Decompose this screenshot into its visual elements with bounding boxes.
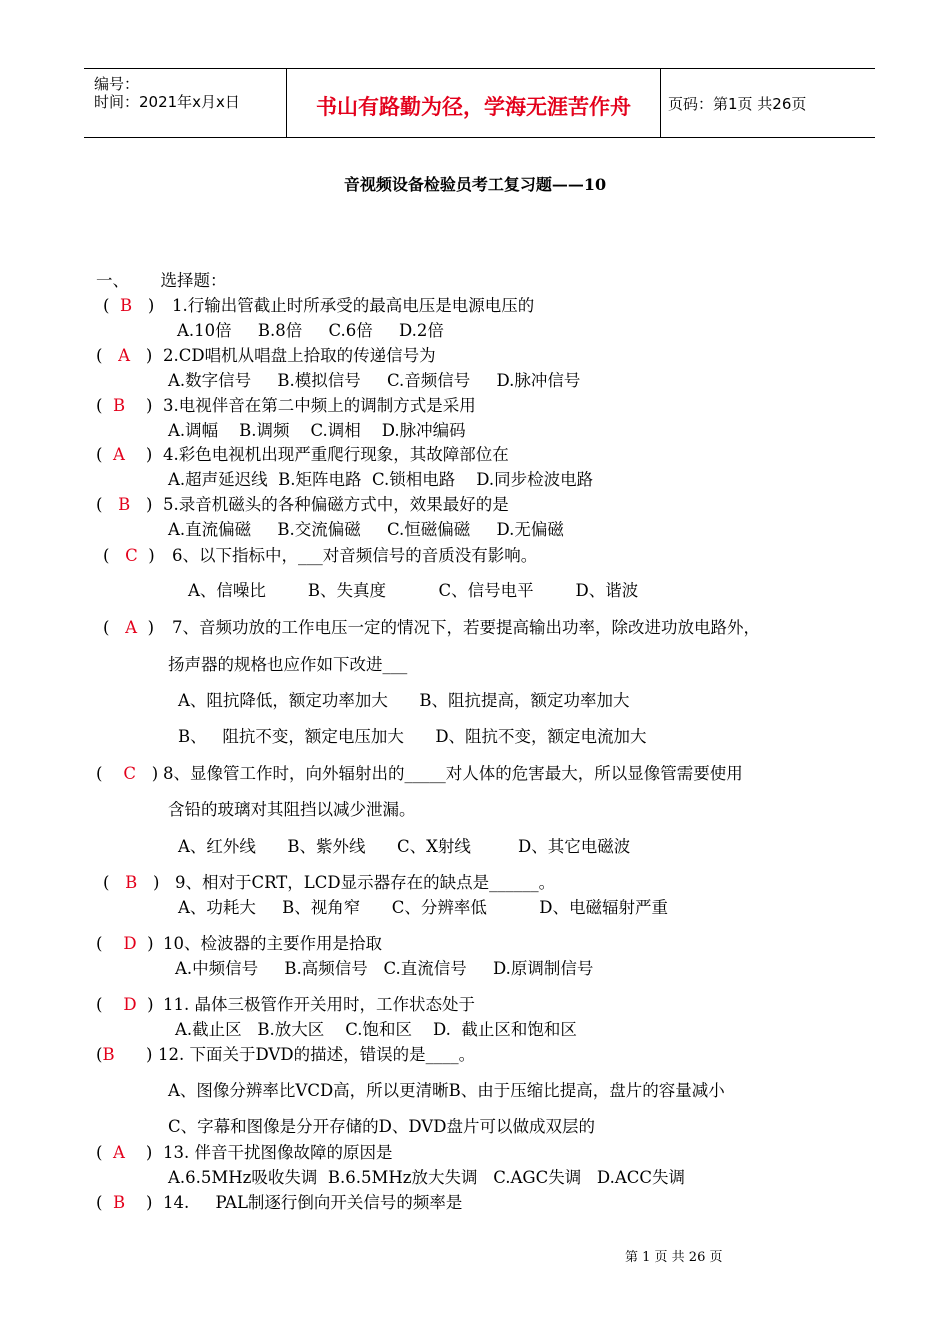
answer-14: B — [112, 1193, 126, 1212]
question-8-stem: 8、显像管工作时，向外辐射出的_____对人体的危害最大，所以显像管需要使用 — [163, 764, 743, 783]
answer-7: A — [125, 618, 138, 637]
question-12-stem: 12. 下面关于DVD的描述，错误的是____。 — [158, 1045, 476, 1064]
question-14-bracket: ( B ) — [96, 1193, 153, 1212]
question-3-stem: 3.电视伴音在第二中频上的调制方式是采用 — [163, 396, 476, 415]
answer-6: C — [125, 546, 138, 565]
number-label: 编号： — [94, 75, 140, 93]
question-12-bracket: (B ) — [96, 1045, 153, 1064]
answer-12: B — [102, 1045, 115, 1064]
question-7-stem-continued: 扬声器的规格也应作如下改进___ — [168, 655, 408, 674]
question-12-options-row-2: C、字幕和图像是分开存储的D、DVD盘片可以做成双层的 — [168, 1117, 595, 1136]
question-13-stem: 13. 伴音干扰图像故障的原因是 — [163, 1143, 393, 1162]
question-4-stem: 4.彩色电视机出现严重爬行现象，其故障部位在 — [163, 445, 509, 464]
answer-10: D — [123, 934, 137, 953]
question-3-bracket: ( B ) — [96, 396, 153, 415]
question-5-stem: 5.录音机磁头的各种偏磁方式中，效果最好的是 — [163, 495, 509, 514]
page-info: 页码：第1页 共26页 — [668, 95, 807, 113]
question-10-stem: 10、检波器的主要作用是拾取 — [163, 934, 382, 953]
question-6-options: A、信噪比 B、失真度 C、信号电平 D、谐波 — [188, 581, 639, 600]
answer-1: B — [119, 296, 133, 315]
question-3-options: A.调幅 B.调频 C.调相 D.脉冲编码 — [168, 421, 466, 440]
question-8-stem-continued: 含铅的玻璃对其阻挡以减少泄漏。 — [168, 800, 416, 819]
question-14-stem: 14. PAL制逐行倒向开关信号的频率是 — [163, 1193, 463, 1212]
answer-8: C — [123, 764, 137, 783]
question-7-stem: 7、音频功放的工作电压一定的情况下，若要提高输出功率，除改进功放电路外， — [172, 618, 760, 637]
section-title: 一、 选择题： — [96, 271, 227, 290]
question-13-bracket: ( A ) — [96, 1143, 153, 1162]
question-5-options: A.直流偏磁 B.交流偏磁 C.恒磁偏磁 D.无偏磁 — [168, 520, 564, 539]
question-4-options: A.超声延迟线 B.矩阵电路 C.锁相电路 D.同步检波电路 — [168, 470, 594, 489]
answer-9: B — [125, 873, 138, 892]
motto: 书山有路勤为径，学海无涯苦作舟 — [316, 95, 631, 119]
question-7-bracket: ( A ) — [103, 618, 155, 637]
question-2-options: A.数字信号 B.模拟信号 C.音频信号 D.脉冲信号 — [168, 371, 581, 390]
question-9-bracket: ( B ) — [103, 873, 160, 892]
doc-title: 音视频设备检验员考工复习题——10 — [343, 175, 607, 194]
answer-4: A — [112, 445, 125, 464]
question-7-options-row-1: A、阻抗降低，额定功率加大 B、阻抗提高，额定功率加大 — [178, 691, 630, 710]
question-7-options-row-2: B、 阻抗不变，额定电压加大 D、阻抗不变，额定电流加大 — [178, 727, 647, 746]
question-4-bracket: ( A ) — [96, 445, 153, 464]
question-2-bracket: ( A ) — [96, 346, 153, 365]
question-12-options-row-1: A、图像分辨率比VCD高，所以更清晰B、由于压缩比提高，盘片的容量减小 — [168, 1081, 725, 1100]
question-10-options: A.中频信号 B.高频信号 C.直流信号 D.原调制信号 — [175, 959, 594, 978]
answer-13: A — [112, 1143, 125, 1162]
question-5-bracket: ( B ) — [96, 495, 153, 514]
answer-11: D — [123, 995, 137, 1014]
question-8-bracket: ( C ) — [96, 764, 159, 783]
question-6-stem: 6、以下指标中，___对音频信号的音质没有影响。 — [172, 546, 538, 565]
question-11-bracket: ( D ) — [96, 995, 154, 1014]
question-1-bracket: ( B ) — [103, 296, 155, 315]
question-1-options: A.10倍 B.8倍 C.6倍 D.2倍 — [177, 321, 444, 340]
header-left-cell — [84, 69, 286, 137]
header-table — [84, 68, 875, 138]
question-9-options: A、功耗大 B、视角窄 C、分辨率低 D、电磁辐射严重 — [178, 898, 669, 917]
question-11-options: A.截止区 B.放大区 C.饱和区 D. 截止区和饱和区 — [175, 1020, 577, 1039]
header-right-cell — [660, 69, 875, 137]
time-label: 时间：2021年x月x日 — [94, 93, 240, 111]
question-2-stem: 2.CD唱机从唱盘上拾取的传递信号为 — [163, 346, 436, 365]
question-8-options: A、红外线 B、紫外线 C、X射线 D、其它电磁波 — [178, 837, 631, 856]
header-center-cell — [286, 69, 661, 137]
question-6-bracket: ( C ) — [103, 546, 155, 565]
answer-2: A — [118, 346, 131, 365]
question-9-stem: 9、相对于CRT，LCD显示器存在的缺点是______。 — [175, 873, 556, 892]
question-11-stem: 11. 晶体三极管作开关用时，工作状态处于 — [163, 995, 475, 1014]
page-footer: 第 1 页 共 26 页 — [625, 1250, 723, 1265]
question-1-stem: 1.行输出管截止时所承受的最高电压是电源电压的 — [172, 296, 535, 315]
question-13-options: A.6.5MHz吸收失调 B.6.5MHz放大失调 C.AGC失调 D.ACC失调 — [168, 1168, 685, 1187]
answer-3: B — [112, 396, 126, 415]
question-10-bracket: ( D ) — [96, 934, 154, 953]
answer-5: B — [118, 495, 131, 514]
